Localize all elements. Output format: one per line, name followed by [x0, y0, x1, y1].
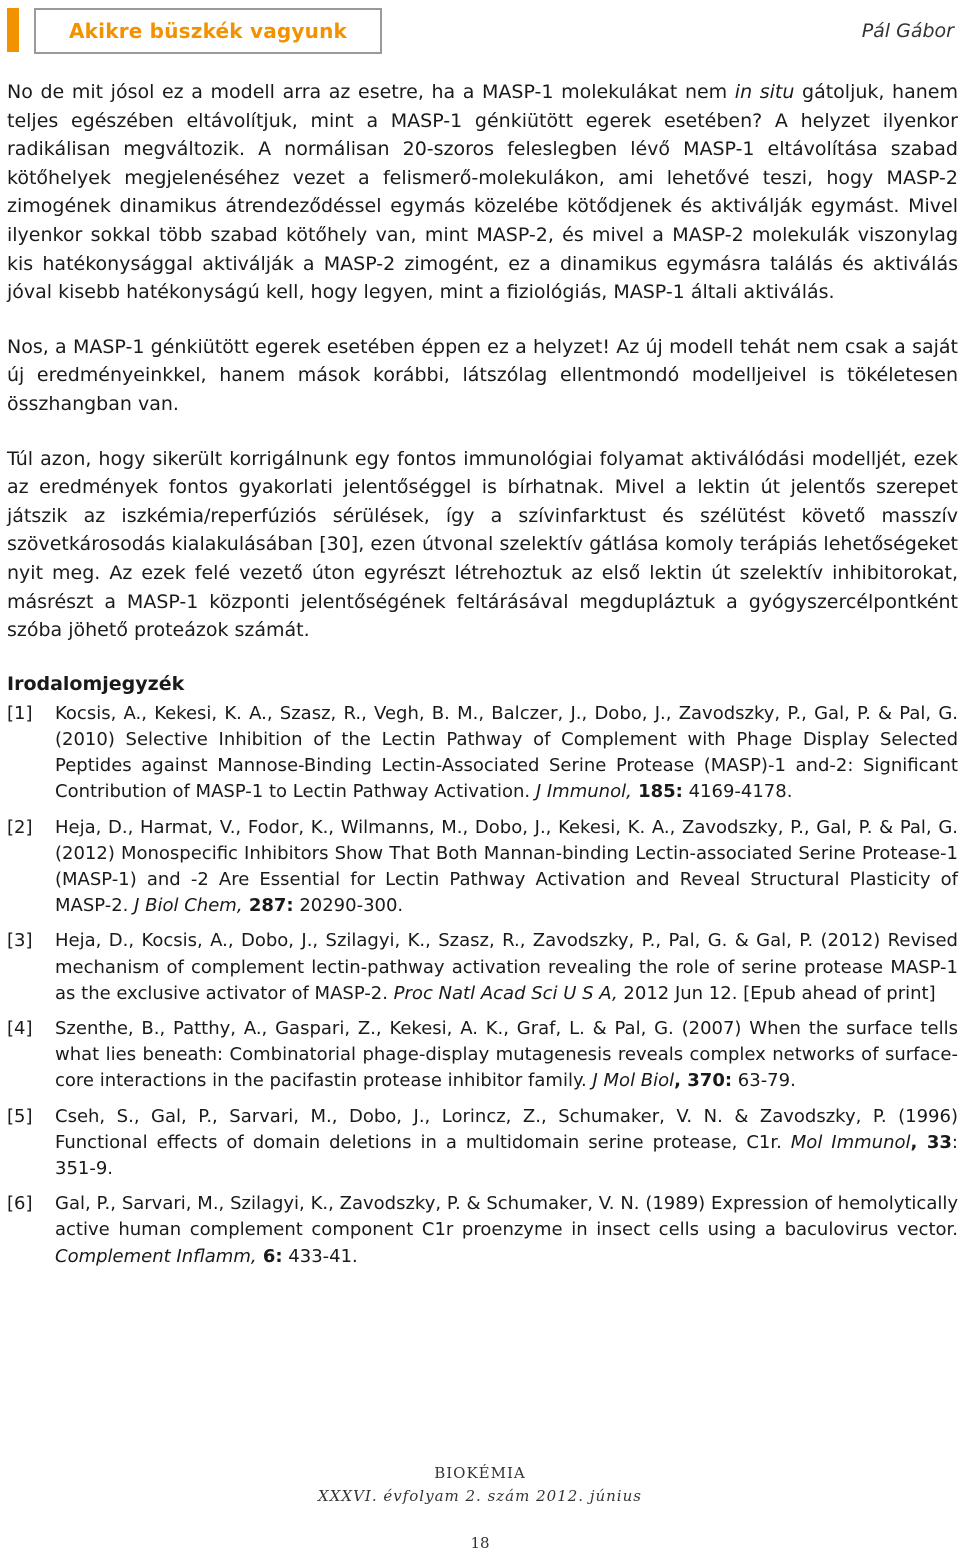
journal-name: Complement Inflamm, [55, 1245, 257, 1267]
journal-name: Mol Immunol [790, 1131, 911, 1153]
volume: 185: [631, 781, 683, 803]
reference-number: [4] [7, 1017, 33, 1039]
journal-name: J Biol Chem, [134, 895, 243, 917]
paragraph [7, 78, 958, 307]
pages: 63-79. [732, 1070, 796, 1092]
reference-number: [5] [7, 1105, 33, 1127]
reference-text [55, 928, 958, 1007]
section-title-box [34, 8, 382, 54]
volume: 6: [256, 1245, 283, 1267]
reference-number: [2] [7, 816, 33, 838]
paragraph-text: gátoljuk, hanem teljes egészében eltávolítjuk, mint a MASP-1 génkiütött egerek esetében? A helyzet ilyenkor radikálisan megváltozik. A normálisan 20-szoros feleslegben lévő MASP-1 eltávolítása szabad kötőhelyek megjelenéséhez vezet a felismerő-molekulákon, ami lehetővé teszi, hogy MASP-2 zimogének dinamikus átrendeződéssel egymás közelébe kötődjenek és aktiválják egymást. Mivel ilyenkor sokkal több szabad kötőhely van, mint MASP-2, és mivel a MASP-2 molekulák viszonylag kis hatékonysággal aktiválják a MASP-2 zimogént, ez a dinamikus egymásra találás és aktiválás jóval kisebb hatékonyságú kell, hogy legyen, mint a fiziológiás, MASP-1 általi aktiválás. [7, 81, 958, 304]
pages: 2012 Jun 12. [Epub ahead of print] [617, 982, 936, 1004]
reference-number: [3] [7, 930, 33, 952]
pages: 433-41. [282, 1245, 358, 1267]
paragraph: Nos, a MASP-1 génkiütött egerek esetében éppen ez a helyzet! Az új modell tehát nem csak a saját új eredményeinkkel, hanem mások korábbi, látszólag ellentmondó modelljeivel is tökéletesen összhangban van. [7, 335, 958, 415]
reference-item [7, 1104, 958, 1183]
references-heading: Irodalomjegyzék [7, 672, 185, 695]
journal-name: Proc Natl Acad Sci U S A, [393, 982, 618, 1004]
reference-item [7, 1191, 958, 1270]
reference-item [7, 1016, 958, 1095]
reference-body: Heja, D., Kocsis, A., Dobo, J., Szilagyi, K., Szasz, R., Zavodszky, P., Pal, G. & Gal, P. (2012) Revised mechanism of complement lectin-pathway activation revealing the role of serine protease MASP-1 as the exclusive activator of MASP-2. [55, 930, 958, 1004]
reference-item [7, 928, 958, 1007]
journal-name: J Mol Biol [592, 1070, 675, 1092]
reference-text [55, 815, 958, 920]
author-name: Pál Gábor [861, 20, 954, 42]
reference-text [55, 701, 958, 806]
reference-item [7, 701, 958, 806]
page-header [0, 0, 960, 62]
paragraph-text: No de mit jósol ez a modell arra az esetre, ha a MASP-1 molekulákat nem [7, 81, 735, 103]
pages: : 351-9. [55, 1131, 958, 1179]
reference-body: Cseh, S., Gal, P., Sarvari, M., Dobo, J., Lorincz, Z., Schumaker, V. N. & Zavodszky, P. (1996) Functional effects of domain deletions in a multidomain serine protease, C1r. [55, 1105, 958, 1153]
reference-number: [1] [7, 702, 33, 724]
reference-number: [6] [7, 1193, 33, 1215]
footer-journal-name: BIOKÉMIA [434, 1464, 526, 1482]
volume: 287: [242, 895, 294, 917]
paragraph: Túl azon, hogy sikerült korrigálnunk egy fontos immunológiai folyamat aktiválódási modelljét, ezek az eredmények fontos gyakorlati jelentőséggel is bírhatnak. Mivel a lektin út jelentős szerepet játszik az iszkémia/reperfúziós sérülések, így a szívinfarktust és szélütést követő masszív szövetkárosodás kialakulásában [30], ezen útvonal szelektív gátlása komoly terápiás lehetőségeket nyit meg. Az ezek felé vezető úton egyrészt létrehoztuk az első lektin út szelektív inhibitorokat, másrészt a MASP-1 központi jelentőségének feltárásával megdupláztuk a gyógyszercélpontként szóba jöhető proteázok számát. [7, 447, 958, 642]
volume: , 33 [910, 1131, 952, 1153]
article-body [7, 78, 958, 1279]
reference-body: Gal, P., Sarvari, M., Szilagyi, K., Zavodszky, P. & Schumaker, V. N. (1989) Expression of hemolytically active human complement component C1r proenzyme in insect cells using a baculovirus vector. [55, 1193, 958, 1241]
journal-name: J Immunol, [535, 781, 632, 803]
section-title: Akikre büszkék vagyunk [68, 19, 348, 43]
pages: 20290-300. [293, 895, 404, 917]
reference-text [55, 1016, 958, 1095]
page-number: 18 [470, 1534, 490, 1552]
header-accent-bar [7, 8, 19, 52]
reference-body: Szenthe, B., Patthy, A., Gaspari, Z., Kekesi, A. K., Graf, L. & Pal, G. (2007) When the surface tells what lies beneath: Combinatorial phage-display mutagenesis reveals complex networks of surface-core interactions in the pacifastin protease inhibitor family. [55, 1017, 958, 1092]
italic-term: in situ [734, 81, 795, 103]
reference-body: Kocsis, A., Kekesi, K. A., Szasz, R., Vegh, B. M., Balczer, J., Dobo, J., Zavodszky, P., Gal, P. & Pal, G. (2010) Selective Inhibition of the Lectin Pathway of Complement with Phage Display Selected Peptides against Mannose-Binding Lectin-Associated Serine Protease (MASP)-1 and-2: Significant Contribution of MASP-1 to Lectin Pathway Activation. [55, 702, 958, 803]
pages: 4169-4178. [682, 781, 793, 803]
reference-body: Heja, D., Harmat, V., Fodor, K., Wilmanns, M., Dobo, J., Kekesi, K. A., Zavodszky, P., Gal, P. & Pal, G. (2012) Monospecific Inhibitors Show That Both Mannan-binding Lectin-associated Serine Protease-1 (MASP-1) and -2 Are Essential for Lectin Pathway Activation and Reveal Structural Plasticity of MASP-2. [55, 816, 958, 917]
footer-issue-info: XXXVI. évfolyam 2. szám 2012. június [318, 1487, 642, 1505]
reference-text [55, 1104, 958, 1183]
reference-item [7, 815, 958, 920]
volume: , 370: [674, 1070, 733, 1092]
reference-text [55, 1191, 958, 1270]
